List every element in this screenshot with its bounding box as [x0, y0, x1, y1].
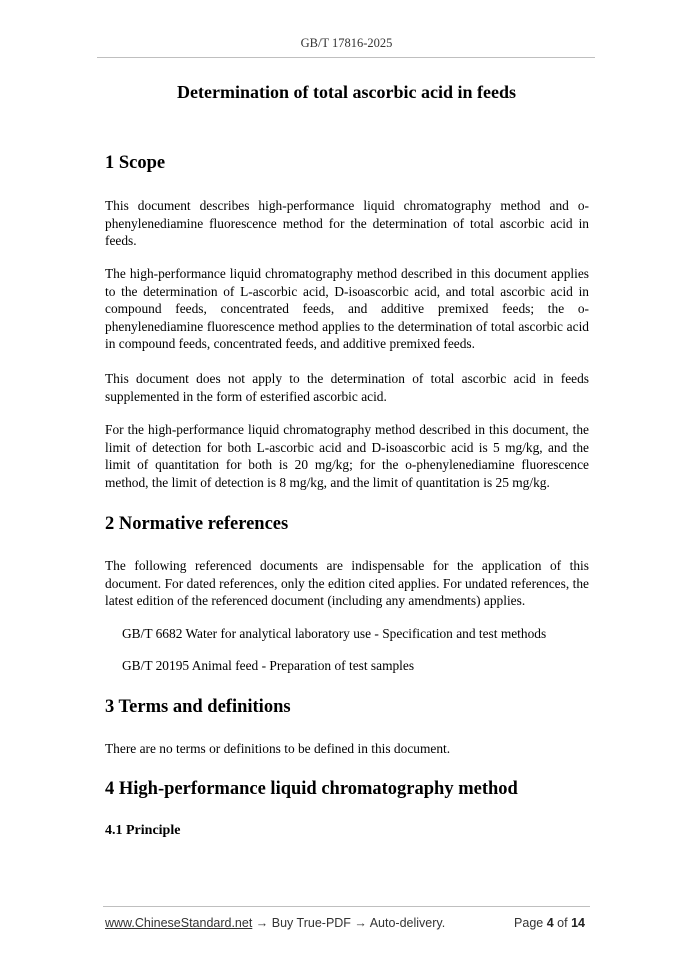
terms-paragraph: There are no terms or definitions to be defined in this document. [105, 741, 451, 756]
scope-paragraph-4: For the high-performance liquid chromatography method described in this document, the limit of detection for both L-ascorbic acid and D-isoascorbic acid is 5 mg/kg, and the limit of quantitation for both is 20 mg/kg; for the o-phenylenediamine fluorescence method, the limit of detection is 8 mg/kg, and the limit of quantitation is 25 mg/kg. [105, 422, 589, 490]
page-of-label: of [557, 916, 568, 930]
footer-promo-text: → Buy True-PDF → Auto-delivery. [252, 916, 446, 930]
scope-paragraph-3: This document does not apply to the determination of total ascorbic acid in feeds supplemented in the form of esterified ascorbic acid. [105, 371, 589, 404]
page-total: 14 [571, 916, 585, 930]
page-label: Page [514, 916, 544, 930]
document-header: GB/T 17816-2025 [300, 36, 393, 50]
reference-item-gb-t-6682: GB/T 6682 Water for analytical laboratory use - Specification and test methods [122, 626, 547, 641]
footer-divider [103, 906, 590, 907]
reference-item-gb-t-20195: GB/T 20195 Animal feed - Preparation of test samples [122, 658, 415, 673]
section-heading-scope: 1 Scope [105, 153, 166, 173]
page-indicator [514, 916, 585, 930]
section-heading-terms-definitions: 3 Terms and definitions [105, 697, 291, 717]
page-number: 4 [546, 916, 554, 930]
scope-paragraph-2: The high-performance liquid chromatography method described in this document applies to the determination of L-ascorbic acid, D-isoascorbic acid, and total ascorbic acid in compound feeds, concentrated feeds, and additive premixed feeds; the o-phenylenediamine fluorescence method applies to the determination of total ascorbic acid in compound feeds, concentrated feeds, and additive premixed feeds. [105, 266, 589, 352]
footer-promo [105, 916, 445, 930]
normative-paragraph: The following referenced documents are indispensable for the application of this document. For dated references, only the edition cited applies. For undated references, the latest edition of the referenced document (including any amendments) applies. [105, 558, 589, 609]
site-link[interactable]: www.ChineseStandard.net [105, 916, 253, 930]
section-heading-normative-references: 2 Normative references [105, 514, 289, 534]
subsection-heading-principle: 4.1 Principle [105, 823, 181, 838]
scope-paragraph-1: This document describes high-performance liquid chromatography method and o-phenylenediamine fluorescence method for the determination of total ascorbic acid in feeds. [105, 198, 589, 249]
document-title: Determination of total ascorbic acid in feeds [177, 82, 516, 102]
header-divider [97, 57, 595, 58]
section-heading-hplc-method: 4 High-performance liquid chromatography method [105, 779, 518, 799]
